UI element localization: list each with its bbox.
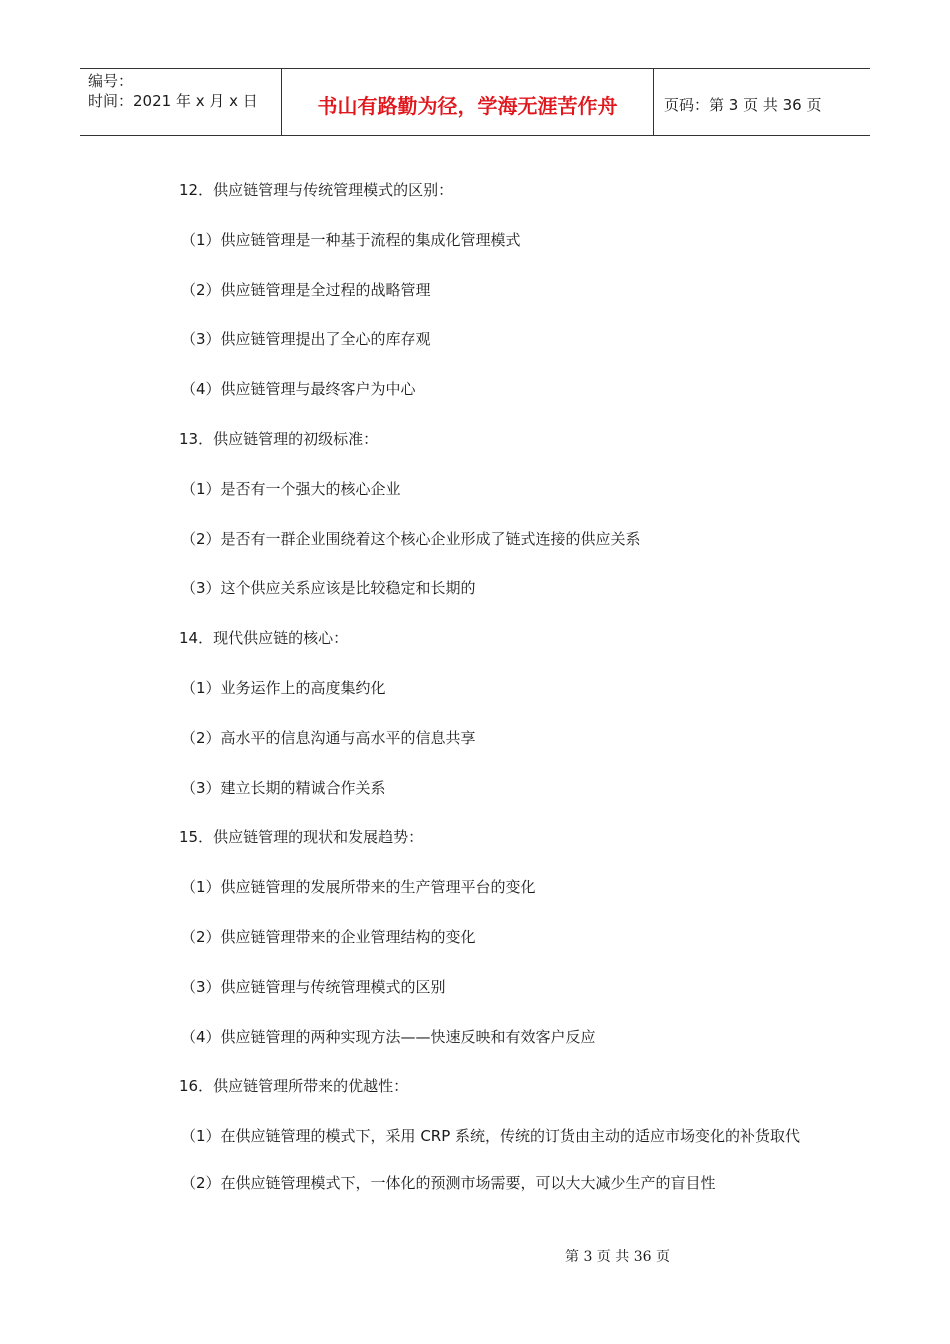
paragraph: （1）在供应链管理的模式下，采用 CRP 系统，传统的订货由主动的适应市场变化的补货取代 — [181, 1127, 801, 1146]
list-item: （2）是否有一群企业围绕着这个核心企业形成了链式连接的供应关系 — [181, 529, 641, 548]
section-heading-16: 16．供应链管理所带来的优越性： — [179, 1077, 409, 1096]
page-footer: 第 3 页 共 36 页 — [565, 1249, 670, 1265]
section-heading-13: 13．供应链管理的初级标准： — [179, 429, 379, 448]
header-motto: 书山有路勤为径，学海无涯苦作舟 — [282, 69, 654, 135]
list-item: （1）业务运作上的高度集约化 — [181, 678, 386, 697]
page-header — [80, 68, 870, 136]
document-date-label: 时间：2021 年 x 月 x 日 — [88, 92, 258, 110]
list-item: （1）供应链管理的发展所带来的生产管理平台的变化 — [181, 878, 536, 897]
list-item: （3）这个供应关系应该是比较稳定和长期的 — [181, 579, 476, 598]
list-item: （2）供应链管理是全过程的战略管理 — [181, 280, 431, 299]
header-meta — [80, 69, 282, 135]
list-item: （2）在供应链管理模式下，一体化的预测市场需要，可以大大减少生产的盲目性 — [181, 1174, 716, 1193]
list-item: （4）供应链管理与最终客户为中心 — [181, 380, 416, 399]
document-number-label: 编号： — [88, 72, 134, 90]
list-item: （3）供应链管理提出了全心的库存观 — [181, 330, 431, 349]
list-item: （4）供应链管理的两种实现方法——快速反映和有效客户反应 — [181, 1027, 596, 1046]
section-heading-15: 15．供应链管理的现状和发展趋势： — [179, 828, 424, 847]
list-item: （2）供应链管理带来的企业管理结构的变化 — [181, 927, 476, 946]
document-body — [145, 180, 815, 1223]
section-heading-14: 14．现代供应链的核心： — [179, 629, 349, 648]
list-item: （3）建立长期的精诚合作关系 — [181, 778, 386, 797]
list-item: （1）供应链管理是一种基于流程的集成化管理模式 — [181, 230, 521, 249]
section-heading-12: 12．供应链管理与传统管理模式的区别： — [179, 181, 454, 199]
list-item: （2）高水平的信息沟通与高水平的信息共享 — [181, 728, 476, 747]
list-item: （1）是否有一个强大的核心企业 — [181, 479, 401, 498]
list-item: （3）供应链管理与传统管理模式的区别 — [181, 977, 446, 996]
header-page-info: 页码：第 3 页 共 36 页 — [664, 95, 822, 114]
